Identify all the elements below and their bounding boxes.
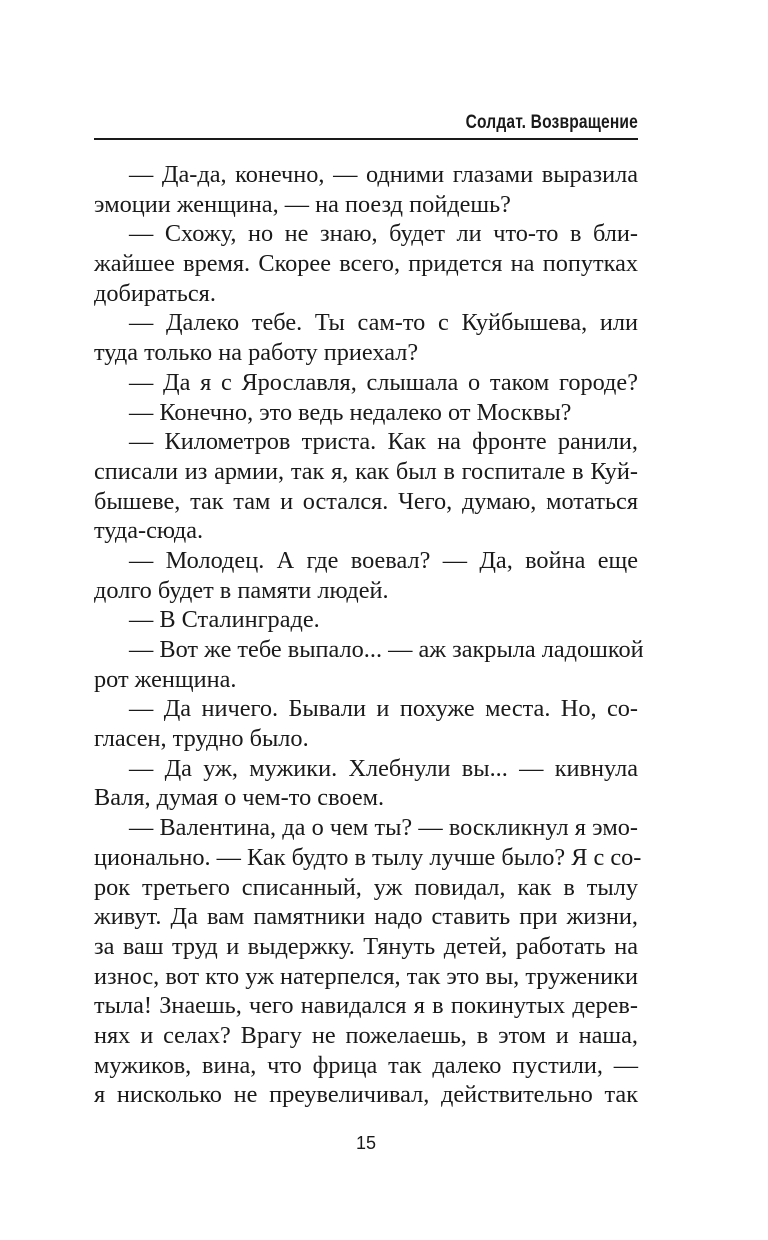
text-line: Валя, думая о чем-то своем. bbox=[94, 784, 385, 812]
text-line: туда-сюда. bbox=[94, 517, 204, 545]
text-line: — Да ничего. Бывали и похуже места. Но, со- bbox=[129, 695, 638, 723]
text-line: списали из армии, так я, как был в госпитале в Куй- bbox=[94, 457, 638, 485]
page-number: 15 bbox=[355, 1133, 377, 1153]
text-line: — Далеко тебе. Ты сам-то с Куйбышева, или bbox=[129, 309, 638, 337]
text-line: — Вот же тебе выпало... — аж закрыла ладошкой bbox=[129, 636, 644, 663]
text-line: эмоции женщина, — на поезд пойдешь? bbox=[94, 190, 511, 218]
text-line: рок третьего списанный, уж повидал, как в тылу bbox=[94, 873, 638, 901]
text-line: жайшее время. Скорее всего, придется на попутках bbox=[94, 250, 638, 278]
text-line: мужиков, вина, что фрица так далеко пустили, — bbox=[94, 1051, 638, 1079]
text-line: — Схожу, но не знаю, будет ли что-то в бли- bbox=[129, 220, 638, 248]
text-line: — Да-да, конечно, — одними глазами выразила bbox=[129, 161, 638, 188]
text-line: ционально. — Как будто в тылу лучше было? Я с со- bbox=[94, 843, 642, 871]
text-line: тыла! Знаешь, чего навидался я в покинутых дерев- bbox=[94, 992, 638, 1020]
running-head-title: Солдат. Возвращение bbox=[465, 112, 638, 133]
text-line: — Молодец. А где воевал? — Да, война еще bbox=[129, 546, 638, 574]
text-line: живут. Да вам памятники надо ставить при жизни, bbox=[94, 903, 638, 931]
text-line: гласен, трудно было. bbox=[94, 725, 309, 753]
text-line: — Конечно, это ведь недалеко от Москвы? bbox=[129, 398, 572, 426]
text-line: добираться. bbox=[94, 279, 216, 307]
text-line: — В Сталинграде. bbox=[129, 606, 320, 634]
text-line: я нисколько не преувеличивал, действительно так bbox=[94, 1081, 638, 1109]
text-line: — Да уж, мужики. Хлебнули вы... — кивнула bbox=[129, 754, 638, 782]
text-line: рот женщина. bbox=[94, 665, 237, 693]
text-line: долго будет в памяти людей. bbox=[94, 576, 389, 604]
text-line: — Валентина, да о чем ты? — воскликнул я эмо- bbox=[129, 814, 638, 842]
header-rule bbox=[94, 138, 638, 140]
text-line: износ, вот кто уж натерпелся, так это вы, труженики bbox=[94, 962, 638, 990]
text-line: — Километров триста. Как на фронте ранили, bbox=[129, 428, 638, 456]
text-line: — Да я с Ярославля, слышала о таком городе? bbox=[129, 368, 638, 396]
text-line: бышеве, так там и остался. Чего, думаю, мотаться bbox=[94, 487, 638, 515]
text-line: нях и селах? Врагу не пожелаешь, в этом и наша, bbox=[94, 1021, 638, 1049]
text-line: за ваш труд и выдержку. Тянуть детей, работать на bbox=[94, 932, 638, 960]
body-text bbox=[94, 160, 644, 1110]
text-line: туда только на работу приехал? bbox=[94, 339, 419, 367]
